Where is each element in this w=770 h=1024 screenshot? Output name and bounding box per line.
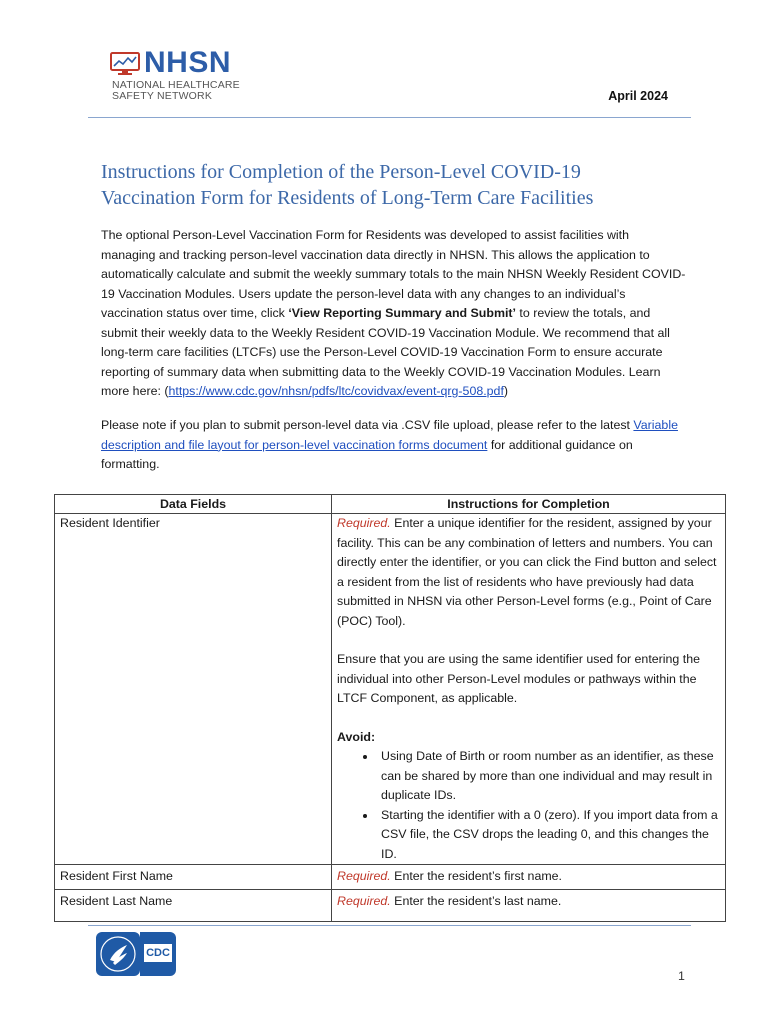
table-row bbox=[55, 889, 726, 922]
data-fields-table bbox=[54, 494, 726, 922]
field-instructions: Required. Enter the resident’s first name. bbox=[332, 865, 726, 890]
header-divider bbox=[88, 117, 691, 118]
hhs-eagle-icon bbox=[96, 932, 140, 976]
field-instructions: Required. Enter the resident’s last name. bbox=[332, 889, 726, 922]
column-header: Data Fields bbox=[55, 495, 332, 514]
variable-description-link[interactable]: Variable description and file layout for person-level vaccination forms document bbox=[101, 418, 678, 452]
hhs-logo bbox=[96, 932, 140, 976]
table-row bbox=[55, 865, 726, 890]
field-name: Resident First Name bbox=[55, 865, 332, 890]
cdc-label: CDC bbox=[144, 944, 172, 962]
table-row bbox=[55, 514, 726, 865]
list-item: • Using Date of Birth or room number as an identifier, as these can be shared by more than one individual and may result in duplicate IDs. bbox=[377, 747, 720, 806]
logo-name: NHSN bbox=[144, 46, 232, 79]
column-header: Instructions for Completion bbox=[332, 495, 726, 514]
list-item: • Starting the identifier with a 0 (zero). If you import data from a CSV file, the CSV drops the leading 0, and this changes the ID. bbox=[377, 806, 720, 865]
avoid-label: Avoid: bbox=[337, 729, 376, 744]
nhsn-logo bbox=[110, 46, 260, 106]
field-name: Resident Identifier bbox=[55, 514, 332, 865]
footer-divider bbox=[88, 925, 691, 926]
avoid-list bbox=[337, 747, 720, 864]
page-number: 1 bbox=[678, 969, 685, 983]
page-title: Instructions for Completion of the Person-Level COVID-19 Vaccination Form for Residents of Long-Term Care Facilities bbox=[101, 161, 594, 209]
cdc-logo bbox=[140, 932, 176, 976]
document-date: April 2024 bbox=[608, 89, 668, 103]
field-name: Resident Last Name bbox=[55, 889, 332, 922]
table-header-row bbox=[55, 495, 726, 514]
intro-paragraph: The optional Person-Level Vaccination Form for Residents was developed to assist facilities with managing and tracking person-level vaccination data directly in NHSN. This allows the application to automatically calculate and submit the weekly summary totals to the main NHSN Weekly Resident COVID-19 Vaccination Modules. Users update the person-level data with any changes to an individual’s vaccination status over time, click ‘View Reporting Summary and Submit’ to review the totals, and submit their weekly data to the Weekly Resident COVID-19 Vaccination Module. We recommend that all long-term care facilities (LTCFs) use the Person-Level COVID-19 Vaccination Form to ensure accurate reporting of summary data when submitting data to the Weekly COVID-19 Vaccination Modules. Learn more here: (https://www.cdc.gov/nhsn/pdfs/ltc/covidvax/event-qrg-508.pdf) bbox=[101, 228, 686, 398]
quick-reference-link[interactable]: https://www.cdc.gov/nhsn/pdfs/ltc/covidvax/event-qrg-508.pdf bbox=[168, 384, 504, 398]
note-paragraph: Please note if you plan to submit person-level data via .CSV file upload, please refer to the latest Variable description and file layout for person-level vaccination forms document for additional guidance on formatting. bbox=[101, 418, 678, 471]
monitor-chart-icon bbox=[110, 52, 140, 76]
logo-subtitle: NATIONAL HEALTHCARE SAFETY NETWORK bbox=[112, 79, 240, 102]
field-instructions: Required. Enter a unique identifier for the resident, assigned by your facility. This can be any combination of letters and numbers. You can directly enter the identifier, or you can click the Find button and select a resident from the list of residents who have previously had data submitted in NHSN via other Person-Level forms (e.g., Point of Care (POC) Tool). Ensure that you are using the same identifier used for entering the individual into other Person-Level modules or pathways within the LTCF Component, as applicable. Avoid: • Using Date of Birth or room number as an identifier, as these can be shared by more than one individual and may result in duplicate IDs. • Starting the identifier with a 0 (zero). If you import data from a CSV file, the CSV drops the leading 0, and this changes the ID. bbox=[332, 514, 726, 865]
